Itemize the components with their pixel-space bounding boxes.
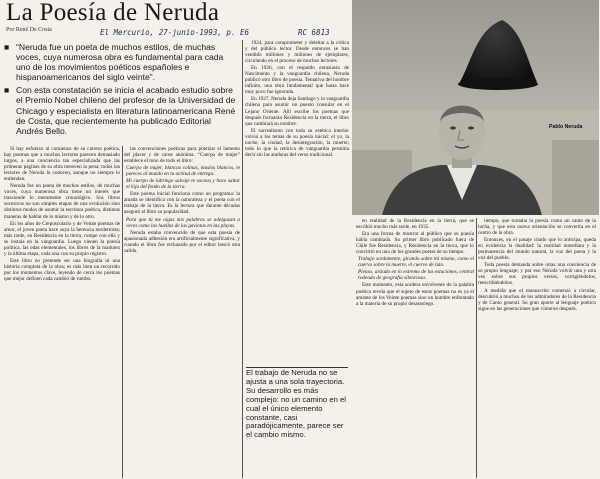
lead-paragraph: ■ “Neruda fue un poeta de muchos estilos, de muchas voces, cuya numerosa obra es fundamental para cada uno de los movimientos poéticos españoles e hispanoamericanos del siglo veinte”. xyxy=(4,42,224,83)
paragraph: En 1927, Neruda deja Santiago y la vanguardia chilena para asumir un puesto consular en el Lejano Oriente. Allí escribe los poemas que después formarán Residencia en la tierra, el libro que cambiará su nombre. xyxy=(245,96,349,127)
verse-quote: Mi cuerpo de labriego salvaje te socava y hace saltar el hijo del fondo de la tierra. xyxy=(126,178,240,191)
bullet-icon: ■ xyxy=(4,42,10,52)
column-2 xyxy=(124,146,240,478)
handwritten-archive-id: RC 6813 xyxy=(298,28,330,37)
verse-quote: Cuerpo de mujer, blancas colinas, muslos blancos, te pareces al mundo en tu actitud de entrega. xyxy=(126,165,240,178)
paragraph: Neruda fue un poeta de muchos estilos, de muchas voces, cuya numerosa obra tiene un interés que trasciende lo meramente cronológico. Sus libros sucesivos no son simples etapas de una evolución sino distintos modos de asumir la escritura poética, distintas maneras de hablar de lo mismo y de lo otro. xyxy=(4,183,120,220)
paragraph: en realidad de la Residencia en la tierra, que se escribió mucho más tarde, en 1935. xyxy=(356,218,474,231)
column-3 xyxy=(245,40,349,365)
paragraph: Entonces, en el pasaje citado que lo anticipa, queda en evidencia la dualidad: la realidad inmediata y la permanencia del mundo natural, la voz del poeta y la voz del pueblo. xyxy=(478,237,596,262)
paragraph: Este libro no pretende ser una biografía ni una historia completa de la obra; es más bien un recorrido por los momentos clave, leyendo de cerca los poemas que mejor definen cada cambio de rumbo. xyxy=(4,257,120,282)
paragraph: 1924, para comprometer y deleitar a la crítica y del público lector. Desde entonces se han vendido millones y millones de ejemplares, circulando en el proceso de muchos lectores. xyxy=(245,40,349,65)
headline: La Poesía de Neruda xyxy=(6,0,220,26)
column-4 xyxy=(356,218,474,478)
paragraph: El surrealismo con toda su estética interior volvió a los temas de su poesía inicial: el yo, la noche, la ciudad, la desintegración, la muerte; todo lo que la retórica de vanguardia permitía decir sin las ataduras del verso tradicional. xyxy=(245,127,349,158)
paragraph: Toda poesía demanda sobre otras una conciencia de su propio lenguaje; y por eso Neruda volvió una y otra vez sobre sus propios versos, corrigiéndolos, reescribiéndolos. xyxy=(478,262,596,287)
bullet-icon: ■ xyxy=(4,85,10,96)
column-divider xyxy=(242,40,243,478)
paragraph: Era una forma de mostrar al público que su poesía había cambiado. Su primer libro publicado fuera de Chile fue Residencia, y Residencia en la tierra, que lo convirtió en uno de los grandes poetas de su tiempo. xyxy=(356,231,474,256)
column-divider xyxy=(476,218,477,478)
paragraph: Neruda estaba convencido de que esta poesía de apasionada adhesión era artificialmente significativa, y cuando el libro fue rechazado por el editor buscó otra salida. xyxy=(124,229,240,254)
paragraph: En los años de Crepusculario y de Veinte poemas de amor, el joven poeta hace suya la herencia modernista; más tarde, en Residencia en la tierra, rompe con ella y se instala en la vanguardia. Luego vienen la poesía política, las odas elementales, los libros de la madurez y la última etapa, cada una con su propio registro. xyxy=(4,220,120,257)
column-1 xyxy=(4,146,120,478)
paragraph: Este poema inicial funciona como un programa: la amada se identifica con la naturaleza y el poeta con el trabajo de la tierra. Es la lectura que durante décadas aseguró al libro su popularidad. xyxy=(124,191,240,216)
photo-caption: Pablo Neruda xyxy=(549,124,583,130)
paragraph: tiempo, que tornaba la poesía como un canto de la lucha, y que esta nueva orientación se convertía en el centro de la obra. xyxy=(478,218,596,237)
verse-quote: Para que tú me oigas mis palabras se adelgazan a veces como las huellas de las gaviotas en las playas. xyxy=(126,216,240,229)
column-5 xyxy=(478,218,596,478)
paragraph: Este momento, esta sordera envolvente de la palabra poética revela que el sujeto de estos poemas no es ya el amante de los Veinte poemas sino un hombre enfrentado a la materia de su propio desasosiego. xyxy=(356,282,474,307)
column-divider xyxy=(122,146,123,478)
photo-image xyxy=(352,0,599,215)
paragraph: A medida que el manuscrito comenzó a circular, descubrió a muchos de los admiradores de la Residencia y de Canto general. Su gran aporte al lenguaje poético sigue en las generaciones que vinieron después. xyxy=(478,287,596,312)
neruda-photo xyxy=(352,0,599,215)
paragraph: las convenciones poéticas para poetizar el lamento del placer y de carne anónima. “Cuerpo de mujer” establece el tono de todo el libro: xyxy=(124,146,240,165)
lead-paragraph: ■ Con esta constatación se inicia el acabado estudio sobre el Premio Nobel chileno del profesor de la Universidad de Chicago y especialista en literatura latinoamericana René de Costa, que recientemente ha publicado Editorial Andrés Bello. xyxy=(4,85,236,136)
verse-quote: Trabajo sordamente, girando sobre mí mismo, como el cuervo sobre la muerte, el cuervo de luto. xyxy=(358,256,474,269)
byline: Por René De Costa xyxy=(6,27,52,33)
handwritten-source-note: El Mercurio, 27-junio-1993, p. E6 xyxy=(100,28,250,37)
paragraph: En 1926, con el respaldo entusiasta de Nascimento y la vanguardia chilena, Neruda publicó otro libro de poesía. Tentativa del hombre infinito, una obra fundamental que hasta hace muy poco fue ignorada. xyxy=(245,65,349,96)
pull-quote: El trabajo de Neruda no se ajusta a una sola trayectoria. Su desarrollo es más complejo: no un camino en el cual el único elemento constante, casi paradójicamente, parece ser el cambio mismo. xyxy=(246,368,346,440)
lead-paragraphs xyxy=(4,42,238,139)
paragraph: Sí hay esfuerzo al comienzo de su carrera poética, hay poemas que a muchos lectores parecen demasiado largos, a una conciencia tan especializada que las primeras páginas de su obra merecen la pena; todos los lectores de Neruda lo conocen, aunque no siempre lo entiendan. xyxy=(4,146,120,183)
verse-quote: Pienso, aislado en lo extremo de las estaciones, central rodeado de geografía silenciosa. xyxy=(358,269,474,282)
